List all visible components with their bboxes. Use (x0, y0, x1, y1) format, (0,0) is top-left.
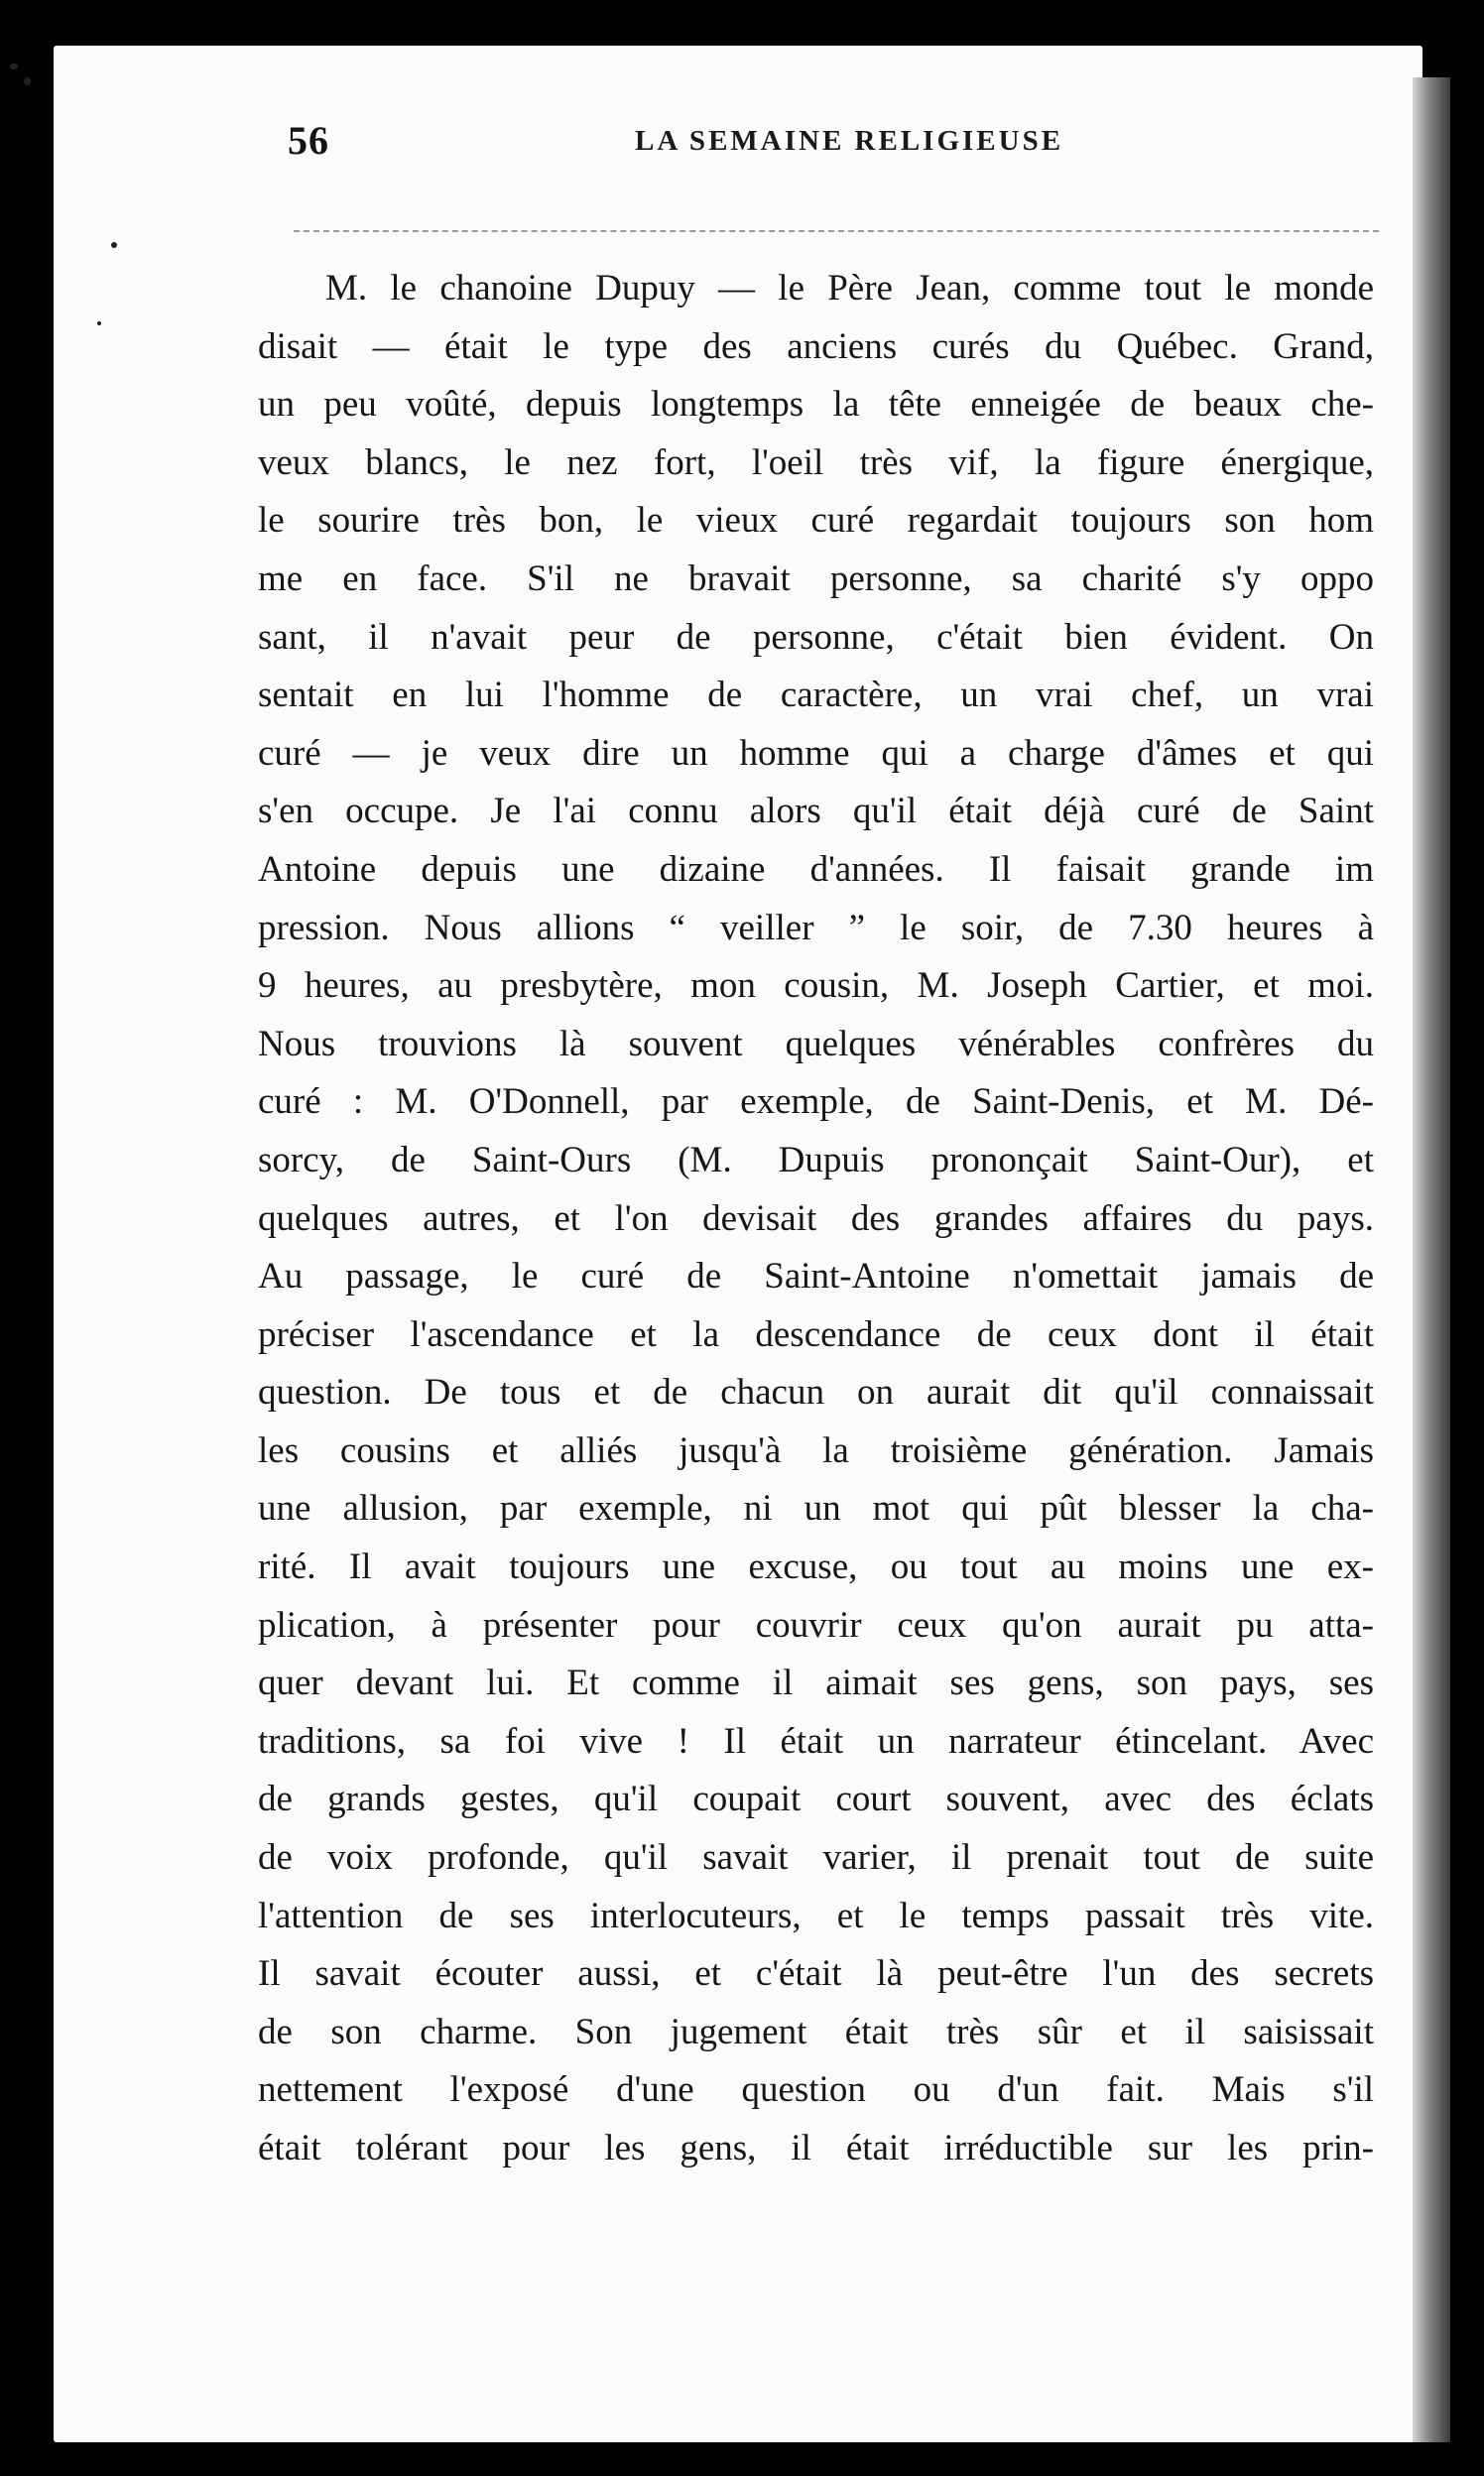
text-line: sentait en lui l'homme de caractère, un vrai chef, un vrai (258, 675, 1374, 716)
scan-speck (10, 63, 18, 69)
text-line: disait — était le type des anciens curés du Québec. Grand, (258, 325, 1374, 367)
text-line: Au passage, le curé de Saint-Antoine n'omettait jamais de (258, 1256, 1374, 1298)
header-rule (294, 230, 1379, 232)
text-line: quelques autres, et l'on devisait des grandes affaires du pays. (258, 1197, 1374, 1239)
text-line: de voix profonde, qu'il savait varier, il prenait tout de suite (258, 1837, 1374, 1879)
page-edge-shadow (1413, 77, 1450, 2442)
body-text (258, 260, 1374, 2393)
text-line: veux blancs, le nez fort, l'oeil très vif, la figure énergique, (258, 441, 1374, 483)
text-line: de grands gestes, qu'il coupait court souvent, avec des éclats (258, 1779, 1374, 1820)
page-number: 56 (288, 118, 329, 163)
text-line: s'en occupe. Je l'ai connu alors qu'il était déjà curé de Saint (258, 791, 1374, 832)
text-line: nettement l'exposé d'une question ou d'un fait. Mais s'il (258, 2069, 1374, 2111)
page-speck (111, 242, 117, 248)
text-line: 9 heures, au presbytère, mon cousin, M. Joseph Cartier, et moi. (258, 965, 1374, 1007)
text-line: un peu voûté, depuis longtemps la tête enneigée de beaux che- (258, 384, 1374, 426)
text-line: l'attention de ses interlocuteurs, et le temps passait très vite. (258, 1895, 1374, 1936)
text-line: curé — je veux dire un homme qui a charge d'âmes et qui (258, 732, 1374, 774)
running-title: LA SEMAINE RELIGIEUSE (635, 125, 1064, 157)
scan-speck (24, 77, 31, 85)
text-line: sorcy, de Saint-Ours (M. Dupuis prononçait Saint-Our), et (258, 1139, 1374, 1180)
text-line: me en face. S'il ne bravait personne, sa charité s'y oppo (258, 557, 1374, 599)
text-line: curé : M. O'Donnell, par exemple, de Saint-Denis, et M. Dé- (258, 1081, 1374, 1123)
text-line: Antoine depuis une dizaine d'années. Il faisait grande im (258, 848, 1374, 890)
text-line: rité. Il avait toujours une excuse, ou tout au moins une ex- (258, 1547, 1374, 1588)
text-line: les cousins et alliés jusqu'à la troisième génération. Jamais (258, 1429, 1374, 1471)
text-line: Nous trouvions là souvent quelques vénérables confrères du (258, 1023, 1374, 1064)
text-line: sant, il n'avait peur de personne, c'était bien évident. On (258, 616, 1374, 658)
text-line: Il savait écouter aussi, et c'était là peut-être l'un des secrets (258, 1953, 1374, 1995)
text-line: quer devant lui. Et comme il aimait ses gens, son pays, ses (258, 1663, 1374, 1704)
text-line: de son charme. Son jugement était très sûr et il saisissait (258, 2011, 1374, 2052)
text-line: préciser l'ascendance et la descendance de ceux dont il était (258, 1313, 1374, 1355)
running-head (288, 117, 1399, 177)
text-line: plication, à présenter pour couvrir ceux qu'on aurait pu atta- (258, 1604, 1374, 1646)
text-line: traditions, sa foi vive ! Il était un narrateur étincelant. Avec (258, 1720, 1374, 1762)
text-line: M. le chanoine Dupuy — le Père Jean, comme tout le monde (325, 268, 1374, 309)
page-speck (97, 321, 101, 325)
text-line: était tolérant pour les gens, il était irréductible sur les prin- (258, 2128, 1374, 2168)
text-line: le sourire très bon, le vieux curé regardait toujours son hom (258, 500, 1374, 542)
text-line: question. De tous et de chacun on aurait dit qu'il connaissait (258, 1372, 1374, 1414)
text-line: une allusion, par exemple, ni un mot qui pût blesser la cha- (258, 1488, 1374, 1530)
text-line: pression. Nous allions “ veiller ” le soir, de 7.30 heures à (258, 907, 1374, 948)
